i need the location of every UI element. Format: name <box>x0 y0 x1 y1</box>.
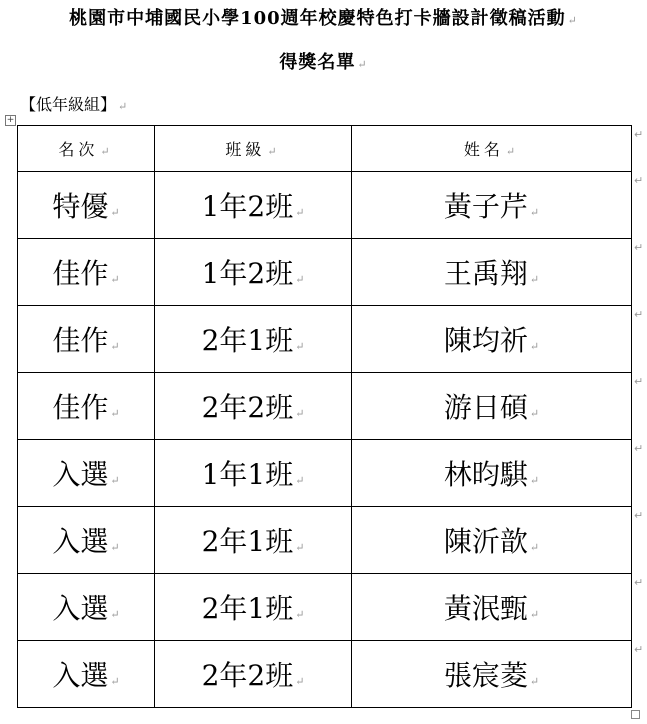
cell-class: 2年2班 ↵ <box>155 373 352 440</box>
paragraph-mark-icon: ↵ <box>118 100 128 113</box>
paragraph-mark-icon: ↵ <box>529 340 540 353</box>
paragraph-mark-icon: ↵ <box>529 608 540 621</box>
table-row <box>18 507 632 574</box>
cell-name: 王禹翔 ↵ <box>352 239 632 306</box>
paragraph-mark-icon: ↵ <box>529 541 540 554</box>
cell-rank: 佳作 ↵ <box>18 239 155 306</box>
cell-class: 2年1班 ↵ <box>155 574 352 641</box>
row-end-mark-icon: ↵ <box>634 307 644 321</box>
row-end-mark-icon: ↵ <box>634 642 644 656</box>
winners-table <box>17 125 632 708</box>
table-resize-handle-icon[interactable] <box>631 710 640 719</box>
paragraph-mark-icon: ↵ <box>110 206 120 219</box>
header-rank: 名次 ↵ <box>18 126 155 172</box>
title-text: 桃園市中埔國民小學100週年校慶特色打卡牆設計徵稿活動 <box>69 8 566 29</box>
cell-name: 游日碩 ↵ <box>352 373 632 440</box>
cell-class: 2年2班 ↵ <box>155 641 352 708</box>
paragraph-mark-icon: ↵ <box>295 608 305 621</box>
header-name: 姓名 ↵ <box>352 126 632 172</box>
paragraph-mark-icon: ↵ <box>529 273 540 286</box>
paragraph-mark-icon: ↵ <box>295 340 305 353</box>
table-header-row <box>18 126 632 172</box>
paragraph-mark-icon: ↵ <box>295 474 305 487</box>
paragraph-mark-icon: ↵ <box>357 58 368 71</box>
row-end-mark-icon: ↵ <box>634 441 644 455</box>
table-row <box>18 306 632 373</box>
row-end-mark-icon: ↵ <box>634 575 644 589</box>
cell-name: 黃子芹 ↵ <box>352 172 632 239</box>
paragraph-mark-icon: ↵ <box>110 340 120 353</box>
cell-class: 1年2班 ↵ <box>155 172 352 239</box>
paragraph-mark-icon: ↵ <box>110 474 120 487</box>
cell-class: 1年1班 ↵ <box>155 440 352 507</box>
cell-name: 陳均祈 ↵ <box>352 306 632 373</box>
paragraph-mark-icon: ↵ <box>295 407 305 420</box>
cell-rank: 入選 ↵ <box>18 440 155 507</box>
cell-rank: 入選 ↵ <box>18 641 155 708</box>
paragraph-mark-icon: ↵ <box>529 474 540 487</box>
document-title <box>0 4 647 30</box>
paragraph-mark-icon: ↵ <box>110 675 120 688</box>
row-end-mark-icon: ↵ <box>634 374 644 388</box>
table-row <box>18 373 632 440</box>
cell-rank: 入選 ↵ <box>18 574 155 641</box>
paragraph-mark-icon: ↵ <box>110 608 120 621</box>
cell-name: 林昀騏 ↵ <box>352 440 632 507</box>
table-row <box>18 239 632 306</box>
document-subtitle <box>0 48 647 74</box>
cell-name: 張宸菱 ↵ <box>352 641 632 708</box>
cell-rank: 佳作 ↵ <box>18 306 155 373</box>
table-body <box>18 172 632 708</box>
paragraph-mark-icon: ↵ <box>529 407 540 420</box>
cell-class: 2年1班 ↵ <box>155 306 352 373</box>
cell-rank: 特優 ↵ <box>18 172 155 239</box>
section-label <box>20 92 127 115</box>
table-row <box>18 172 632 239</box>
header-class: 班級 ↵ <box>155 126 352 172</box>
paragraph-mark-icon: ↵ <box>110 407 120 420</box>
paragraph-mark-icon: ↵ <box>110 273 120 286</box>
paragraph-mark-icon: ↵ <box>295 675 305 688</box>
row-end-mark-icon: ↵ <box>634 508 644 522</box>
section-label-text: 【低年級組】 <box>20 95 117 114</box>
paragraph-mark-icon: ↵ <box>529 206 540 219</box>
cell-rank: 佳作 ↵ <box>18 373 155 440</box>
table-row <box>18 440 632 507</box>
cell-name: 黃泯甄 ↵ <box>352 574 632 641</box>
paragraph-mark-icon: ↵ <box>110 541 120 554</box>
cell-class: 2年1班 ↵ <box>155 507 352 574</box>
row-end-mark-icon: ↵ <box>634 127 644 141</box>
row-end-mark-icon: ↵ <box>634 173 644 187</box>
paragraph-mark-icon: ↵ <box>295 273 305 286</box>
subtitle-text: 得獎名單 <box>279 52 356 73</box>
cell-name: 陳沂歆 ↵ <box>352 507 632 574</box>
paragraph-mark-icon: ↵ <box>529 675 540 688</box>
paragraph-mark-icon: ↵ <box>295 541 305 554</box>
cell-rank: 入選 ↵ <box>18 507 155 574</box>
cell-class: 1年2班 ↵ <box>155 239 352 306</box>
table-row <box>18 574 632 641</box>
paragraph-mark-icon: ↵ <box>567 14 578 27</box>
row-end-mark-icon: ↵ <box>634 240 644 254</box>
table-move-handle-icon[interactable]: + <box>6 115 15 125</box>
table-row <box>18 641 632 708</box>
paragraph-mark-icon: ↵ <box>295 206 305 219</box>
